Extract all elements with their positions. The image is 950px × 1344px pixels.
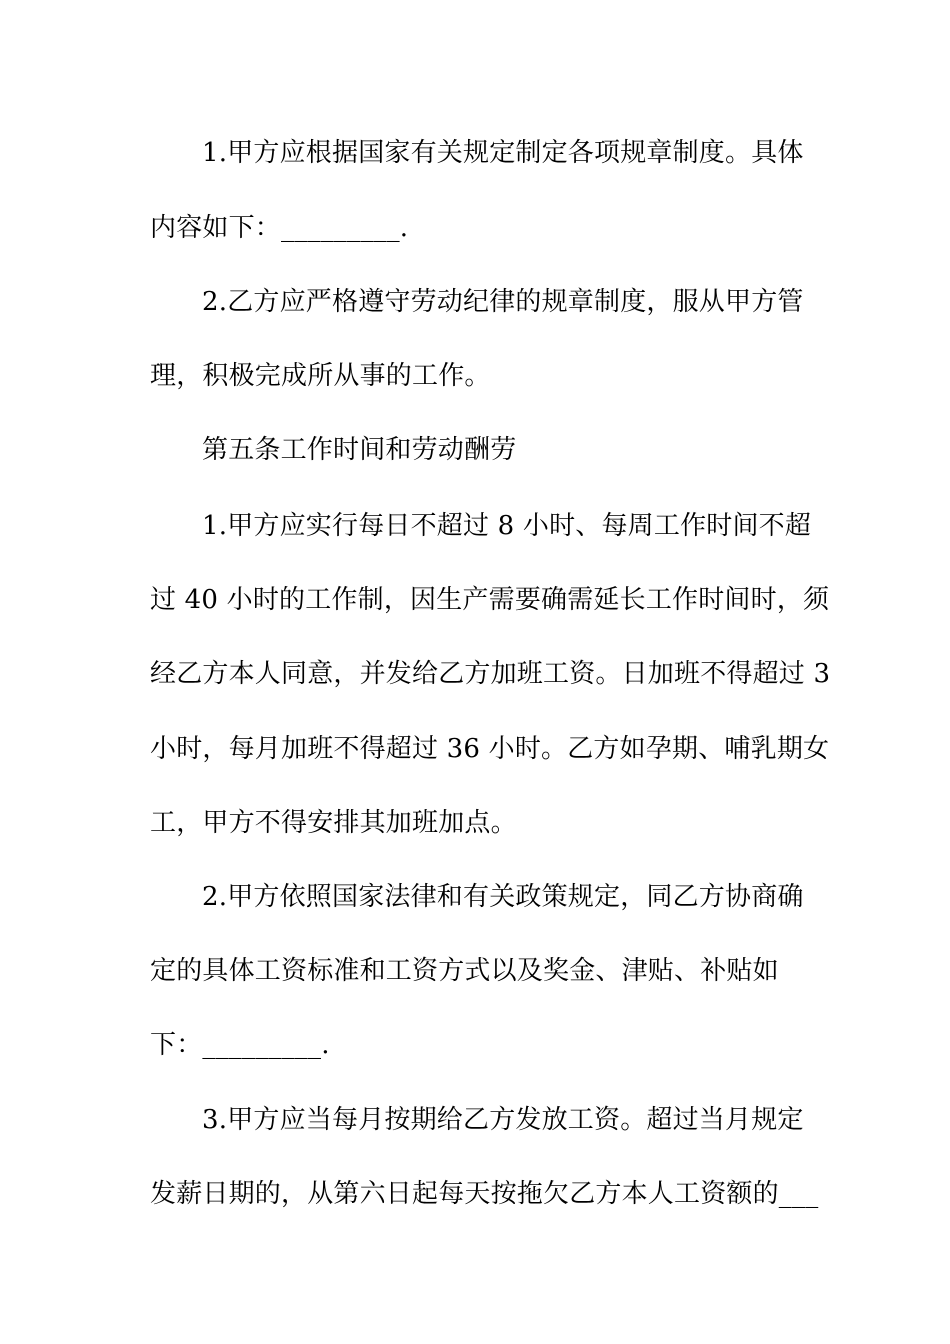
paragraph-line: 2.甲方依照国家法律和有关政策规定，同乙方协商确 bbox=[202, 882, 804, 912]
paragraph-line: 定的具体工资标准和工资方式以及奖金、津贴、补贴如 bbox=[150, 956, 779, 986]
paragraph-line: 理，积极完成所从事的工作。 bbox=[150, 361, 491, 391]
section-heading: 第五条工作时间和劳动酬劳 bbox=[202, 435, 517, 465]
paragraph-line: 经乙方本人同意，并发给乙方加班工资。日加班不得超过 3 bbox=[150, 659, 831, 689]
paragraph-line: 3.甲方应当每月按期给乙方发放工资。超过当月规定 bbox=[202, 1105, 804, 1135]
paragraph-line: 1.甲方应根据国家有关规定制定各项规章制度。具体 bbox=[202, 138, 804, 168]
paragraph-line: 内容如下：_________. bbox=[150, 213, 409, 243]
paragraph-line: 小时，每月加班不得超过 36 小时。乙方如孕期、哺乳期女 bbox=[150, 734, 830, 764]
paragraph-line: 2.乙方应严格遵守劳动纪律的规章制度，服从甲方管 bbox=[202, 287, 804, 317]
paragraph-line: 下：_________. bbox=[150, 1030, 330, 1060]
paragraph-line: 工，甲方不得安排其加班加点。 bbox=[150, 808, 517, 838]
paragraph-line: 过 40 小时的工作制，因生产需要确需延长工作时间时，须 bbox=[150, 585, 830, 615]
paragraph-line: 发薪日期的，从第六日起每天按拖欠乙方本人工资额的___ bbox=[150, 1179, 819, 1209]
paragraph-line: 1.甲方应实行每日不超过 8 小时、每周工作时间不超 bbox=[202, 511, 812, 541]
